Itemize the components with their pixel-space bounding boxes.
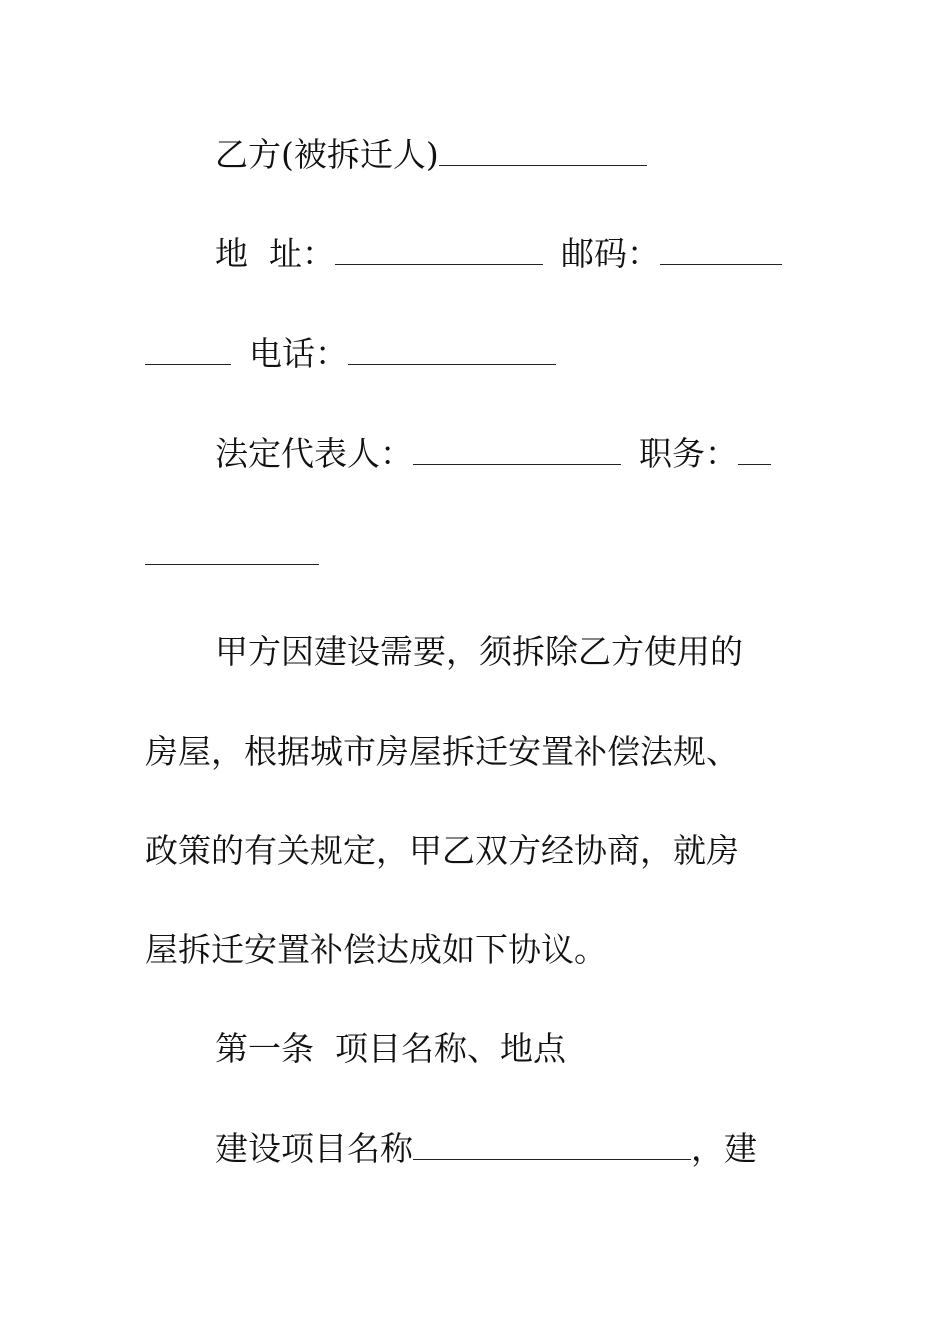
party-b-label: 乙方(被拆迁人) [215, 135, 439, 174]
position-continued-line [145, 534, 319, 574]
party-b-name-blank [439, 135, 647, 166]
postcode-label: 邮码： [560, 234, 660, 273]
address-blank [335, 234, 543, 265]
phone-blank [348, 334, 556, 365]
position-label: 职务： [639, 434, 738, 473]
postcode-blank-continued [145, 334, 231, 365]
preamble-line-3: 政策的有关规定，甲乙双方经协商，就房 [145, 831, 739, 870]
party-b-line [215, 135, 647, 175]
phone-label: 电话： [249, 334, 348, 373]
position-blank [738, 434, 771, 465]
legal-rep-label: 法定代表人： [215, 434, 413, 473]
project-name-line [215, 1129, 757, 1169]
phone-line [145, 334, 556, 374]
project-name-label: 建设项目名称 [215, 1129, 413, 1168]
preamble-line-4: 屋拆迁安置补偿达成如下协议。 [145, 930, 607, 969]
legal-rep-blank [413, 434, 621, 465]
position-blank-continued [145, 534, 319, 565]
project-name-blank [413, 1129, 691, 1160]
project-name-trailing: ，建 [691, 1129, 757, 1168]
address-line [215, 234, 782, 274]
preamble-line-1: 甲方因建设需要，须拆除乙方使用的 [215, 632, 743, 671]
article-1-heading: 第一条 项目名称、地点 [215, 1029, 566, 1068]
postcode-blank [660, 234, 782, 265]
preamble-line-2: 房屋，根据城市房屋拆迁安置补偿法规、 [145, 732, 739, 771]
legal-rep-line [215, 434, 771, 474]
address-label: 地 址： [215, 234, 335, 273]
